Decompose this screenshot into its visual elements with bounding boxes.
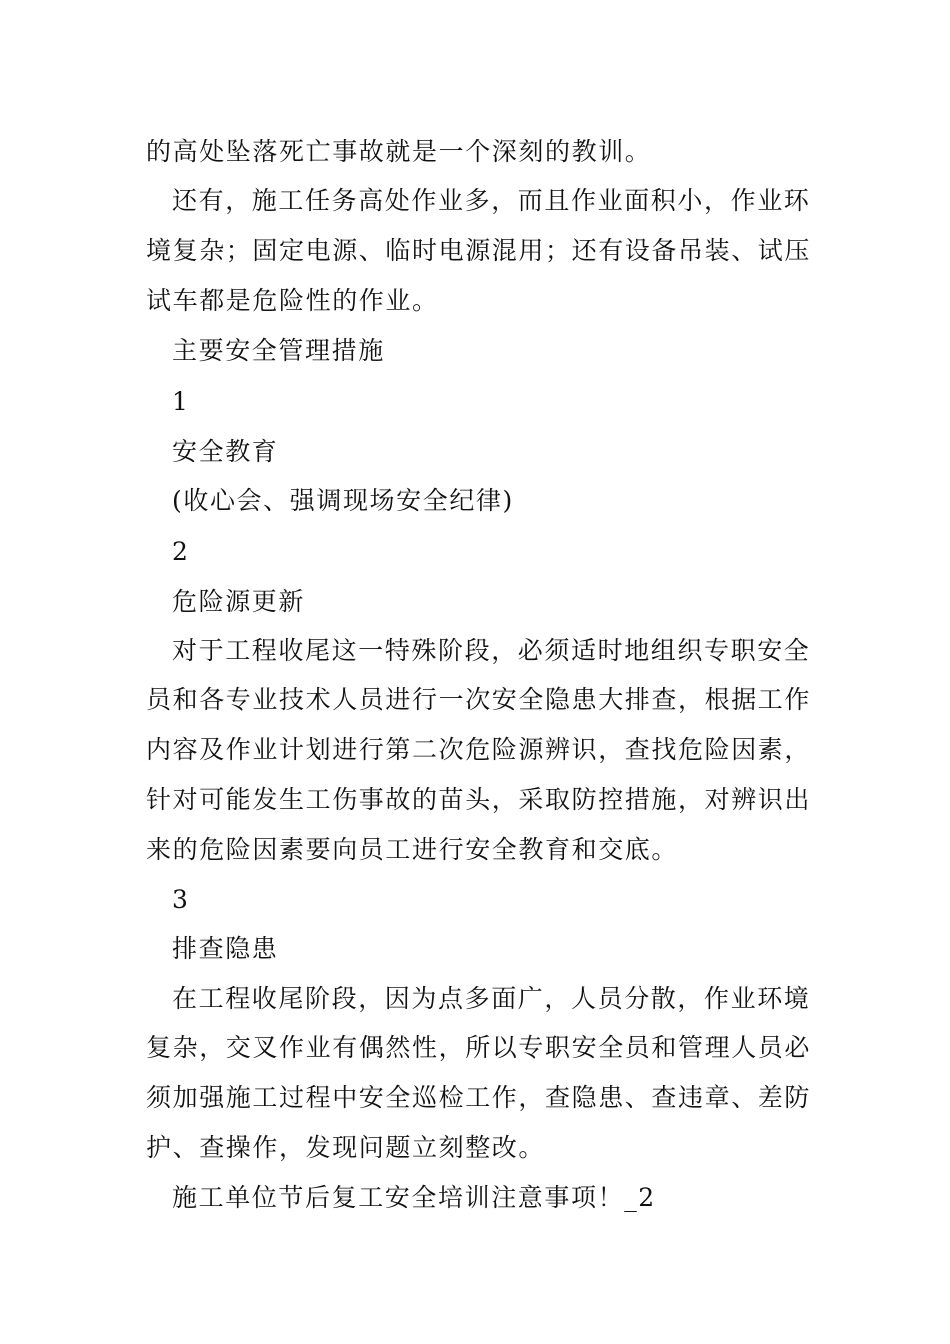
paragraph-line: 在工程收尾阶段，因为点多面广，人员分散，作业环境 (172, 984, 811, 1013)
paragraph-line: 还有，施工任务高处作业多，而且作业面积小，作业环 (172, 186, 811, 215)
paragraph-line: 对于工程收尾这一特殊阶段，必须适时地组织专职安全 (172, 636, 811, 665)
paragraph-line: 护、查操作，发现问题立刻整改。 (146, 1133, 546, 1162)
paragraph-line: 员和各专业技术人员进行一次安全隐患大排查，根据工作 (146, 685, 812, 714)
subsection-title: 安全教育 (172, 437, 279, 466)
paragraph-line: 内容及作业计划进行第二次危险源辨识，查找危险因素， (146, 735, 812, 764)
section-heading: 主要安全管理措施 (172, 336, 385, 365)
footer-title: 施工单位节后复工安全培训注意事项！_2 (172, 1183, 656, 1212)
paragraph-line: 针对可能发生工伤事故的苗头，采取防控措施，对辨识出 (146, 785, 812, 814)
paragraph-line: 来的危险因素要向员工进行安全教育和交底。 (146, 835, 679, 864)
paragraph-line: 境复杂；固定电源、临时电源混用；还有设备吊装、试压 (146, 236, 812, 265)
paragraph-line: 试车都是危险性的作业。 (146, 286, 439, 315)
paragraph-line: 复杂，交叉作业有偶然性，所以专职安全员和管理人员必 (146, 1033, 812, 1062)
section-number: 1 (172, 387, 190, 416)
subsection-note: (收心会、强调现场安全纪律) (172, 486, 514, 515)
section-number: 2 (172, 537, 190, 566)
section-number: 3 (172, 885, 190, 914)
paragraph-line: 须加强施工过程中安全巡检工作，查隐患、查违章、差防 (146, 1083, 812, 1112)
subsection-title: 排查隐患 (172, 934, 279, 963)
text-line: 的高处坠落死亡事故就是一个深刻的教训。 (146, 137, 652, 166)
subsection-title: 危险源更新 (172, 587, 306, 616)
